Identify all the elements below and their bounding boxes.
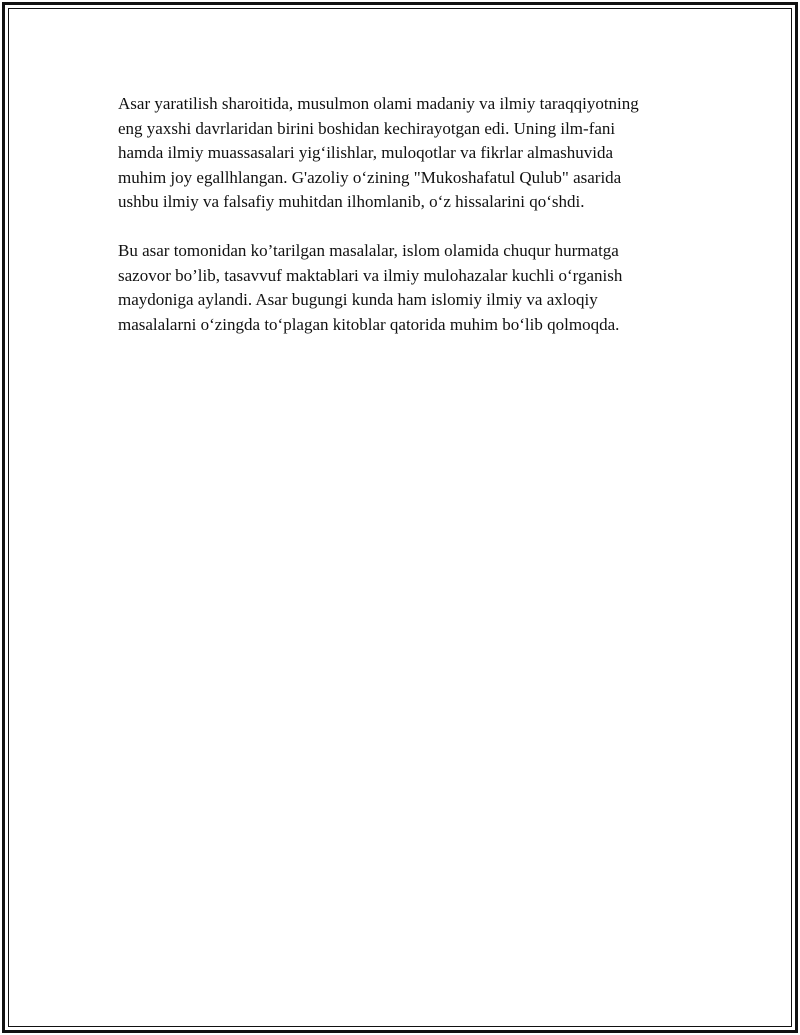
document-body (118, 92, 698, 337)
paragraph-1: Asar yaratilish sharoitida, musulmon olami madaniy va ilmiy taraqqiyotning eng yaxshi davrlaridan birini boshidan kechirayotgan edi. Uning ilm-fani hamda ilmiy muassasalari yig‘ilishlar, muloqotlar va fikrlar almashuvida muhim joy egallhlangan. G'azoliy o‘zining "Mukoshafatul Qulub" asarida ushbu ilmiy va falsafiy muhitdan ilhomlanib, o‘z hissalarini qo‘shdi. (118, 94, 639, 211)
paragraph-2: Bu asar tomonidan ko’tarilgan masalalar, islom olamida chuqur hurmatga sazovor bo’lib, tasavvuf maktablari va ilmiy mulohazalar kuchli o‘rganish maydoniga aylandi. Asar bugungi kunda ham islomiy ilmiy va axloqiy masalalarni o‘zingda to‘plagan kitoblar qatorida muhim bo‘lib qolmoqda. (118, 241, 623, 334)
